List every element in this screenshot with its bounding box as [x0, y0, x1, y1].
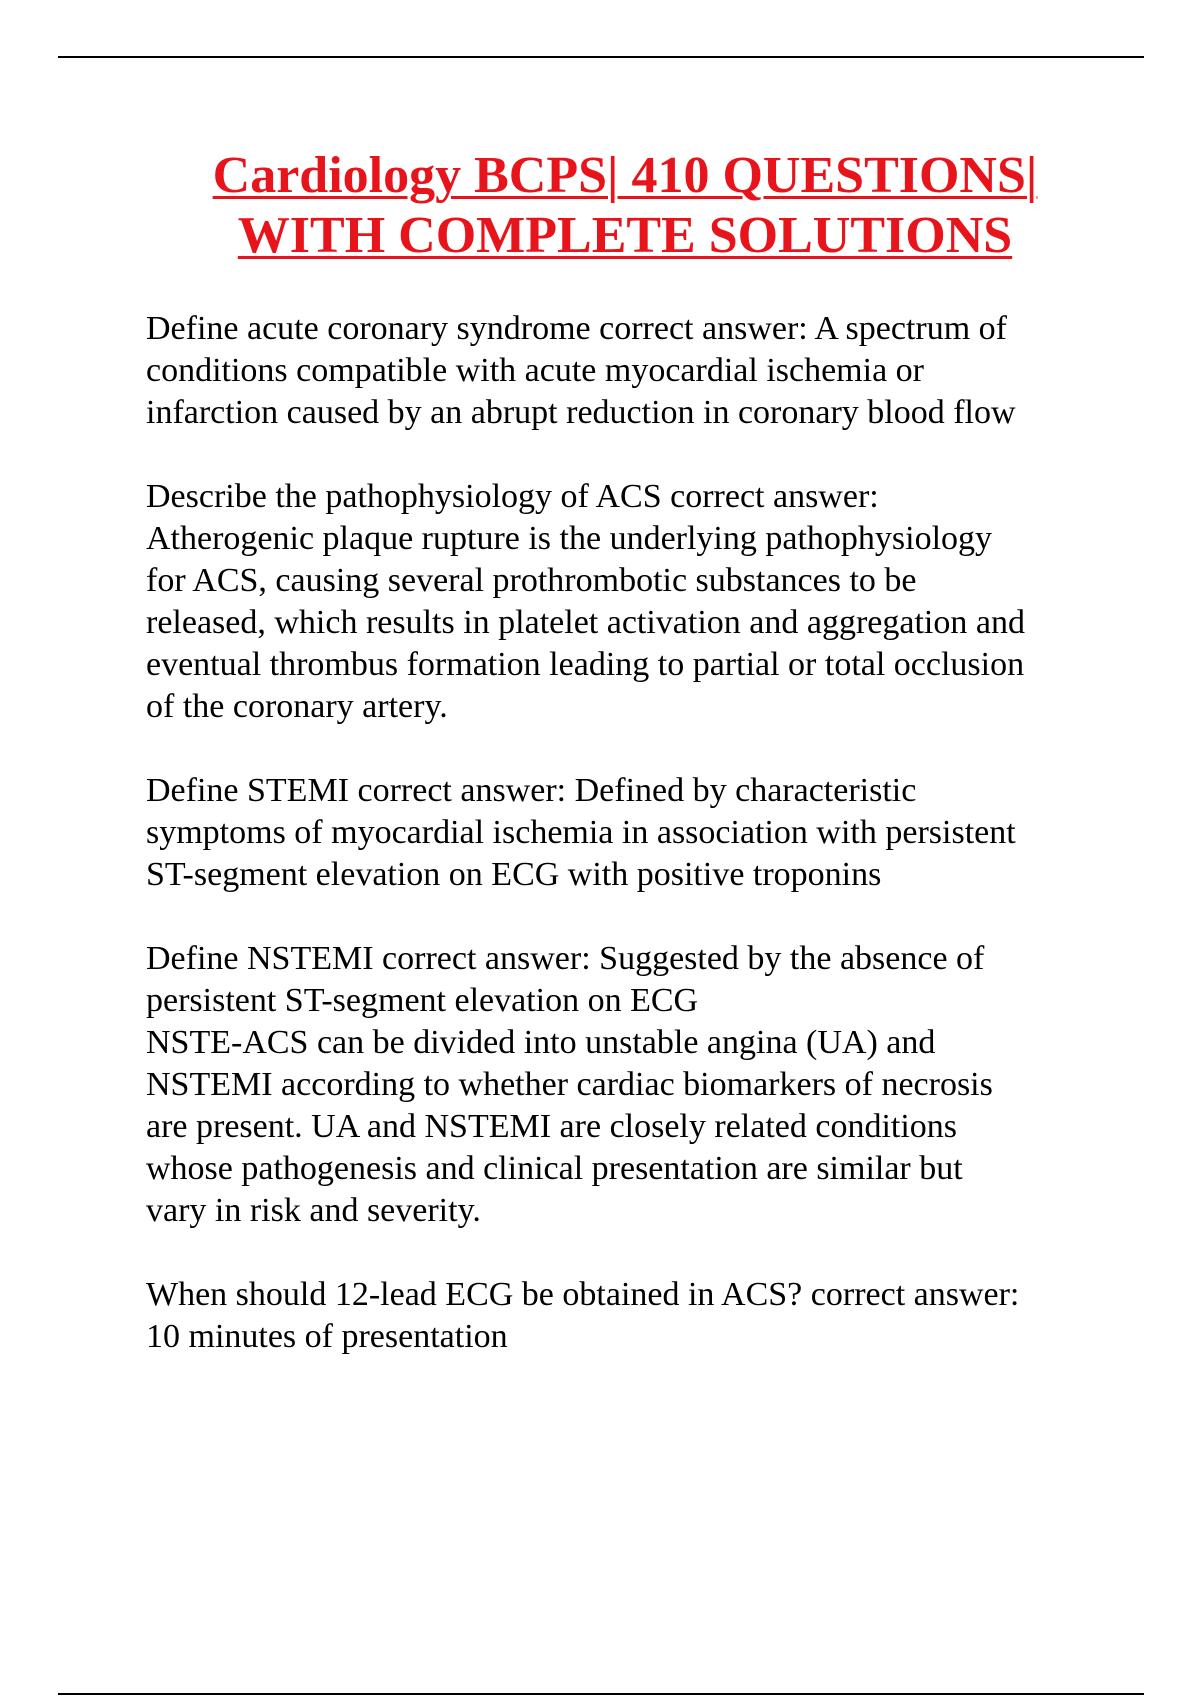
bottom-horizontal-rule — [58, 1693, 1144, 1695]
title-line-1: Cardiology BCPS| 410 QUESTIONS| — [212, 147, 1038, 204]
text-line: whose pathogenesis and clinical presentation are similar but — [146, 1150, 963, 1187]
text-line: When should 12-lead ECG be obtained in ACS? correct answer: — [146, 1276, 1020, 1313]
text-line: 10 minutes of presentation — [146, 1318, 508, 1355]
text-line: NSTE-ACS can be divided into unstable angina (UA) and — [146, 1024, 936, 1061]
qa-entry-stemi — [146, 770, 1146, 896]
qa-entry-acs-pathophysiology — [146, 476, 1146, 728]
text-line: Describe the pathophysiology of ACS correct answer: — [146, 478, 879, 515]
text-line: Define STEMI correct answer: Defined by characteristic — [146, 772, 917, 809]
text-line: of the coronary artery. — [146, 688, 448, 725]
text-line: ST-segment elevation on ECG with positive troponins — [146, 856, 882, 893]
document-body — [146, 308, 1146, 1400]
document-title — [100, 146, 1150, 266]
text-line: Define acute coronary syndrome correct answer: A spectrum of — [146, 310, 1007, 347]
text-line: infarction caused by an abrupt reduction in coronary blood flow — [146, 394, 1016, 431]
qa-entry-nstemi — [146, 938, 1146, 1232]
top-horizontal-rule — [58, 56, 1144, 58]
text-line: released, which results in platelet activation and aggregation and — [146, 604, 1025, 641]
title-line-2: WITH COMPLETE SOLUTIONS — [237, 207, 1013, 264]
text-line: for ACS, causing several prothrombotic substances to be — [146, 562, 917, 599]
text-line: Define NSTEMI correct answer: Suggested by the absence of — [146, 940, 985, 977]
text-line: eventual thrombus formation leading to partial or total occlusion — [146, 646, 1025, 683]
text-line: symptoms of myocardial ischemia in association with persistent — [146, 814, 1016, 851]
qa-entry-12-lead-ecg — [146, 1274, 1146, 1358]
text-line: Atherogenic plaque rupture is the underlying pathophysiology — [146, 520, 993, 557]
text-line: conditions compatible with acute myocardial ischemia or — [146, 352, 924, 389]
text-line: NSTEMI according to whether cardiac biomarkers of necrosis — [146, 1066, 993, 1103]
text-line: are present. UA and NSTEMI are closely related conditions — [146, 1108, 958, 1145]
qa-entry-acute-coronary-syndrome — [146, 308, 1146, 434]
text-line: vary in risk and severity. — [146, 1192, 481, 1229]
text-line: persistent ST-segment elevation on ECG — [146, 982, 699, 1019]
